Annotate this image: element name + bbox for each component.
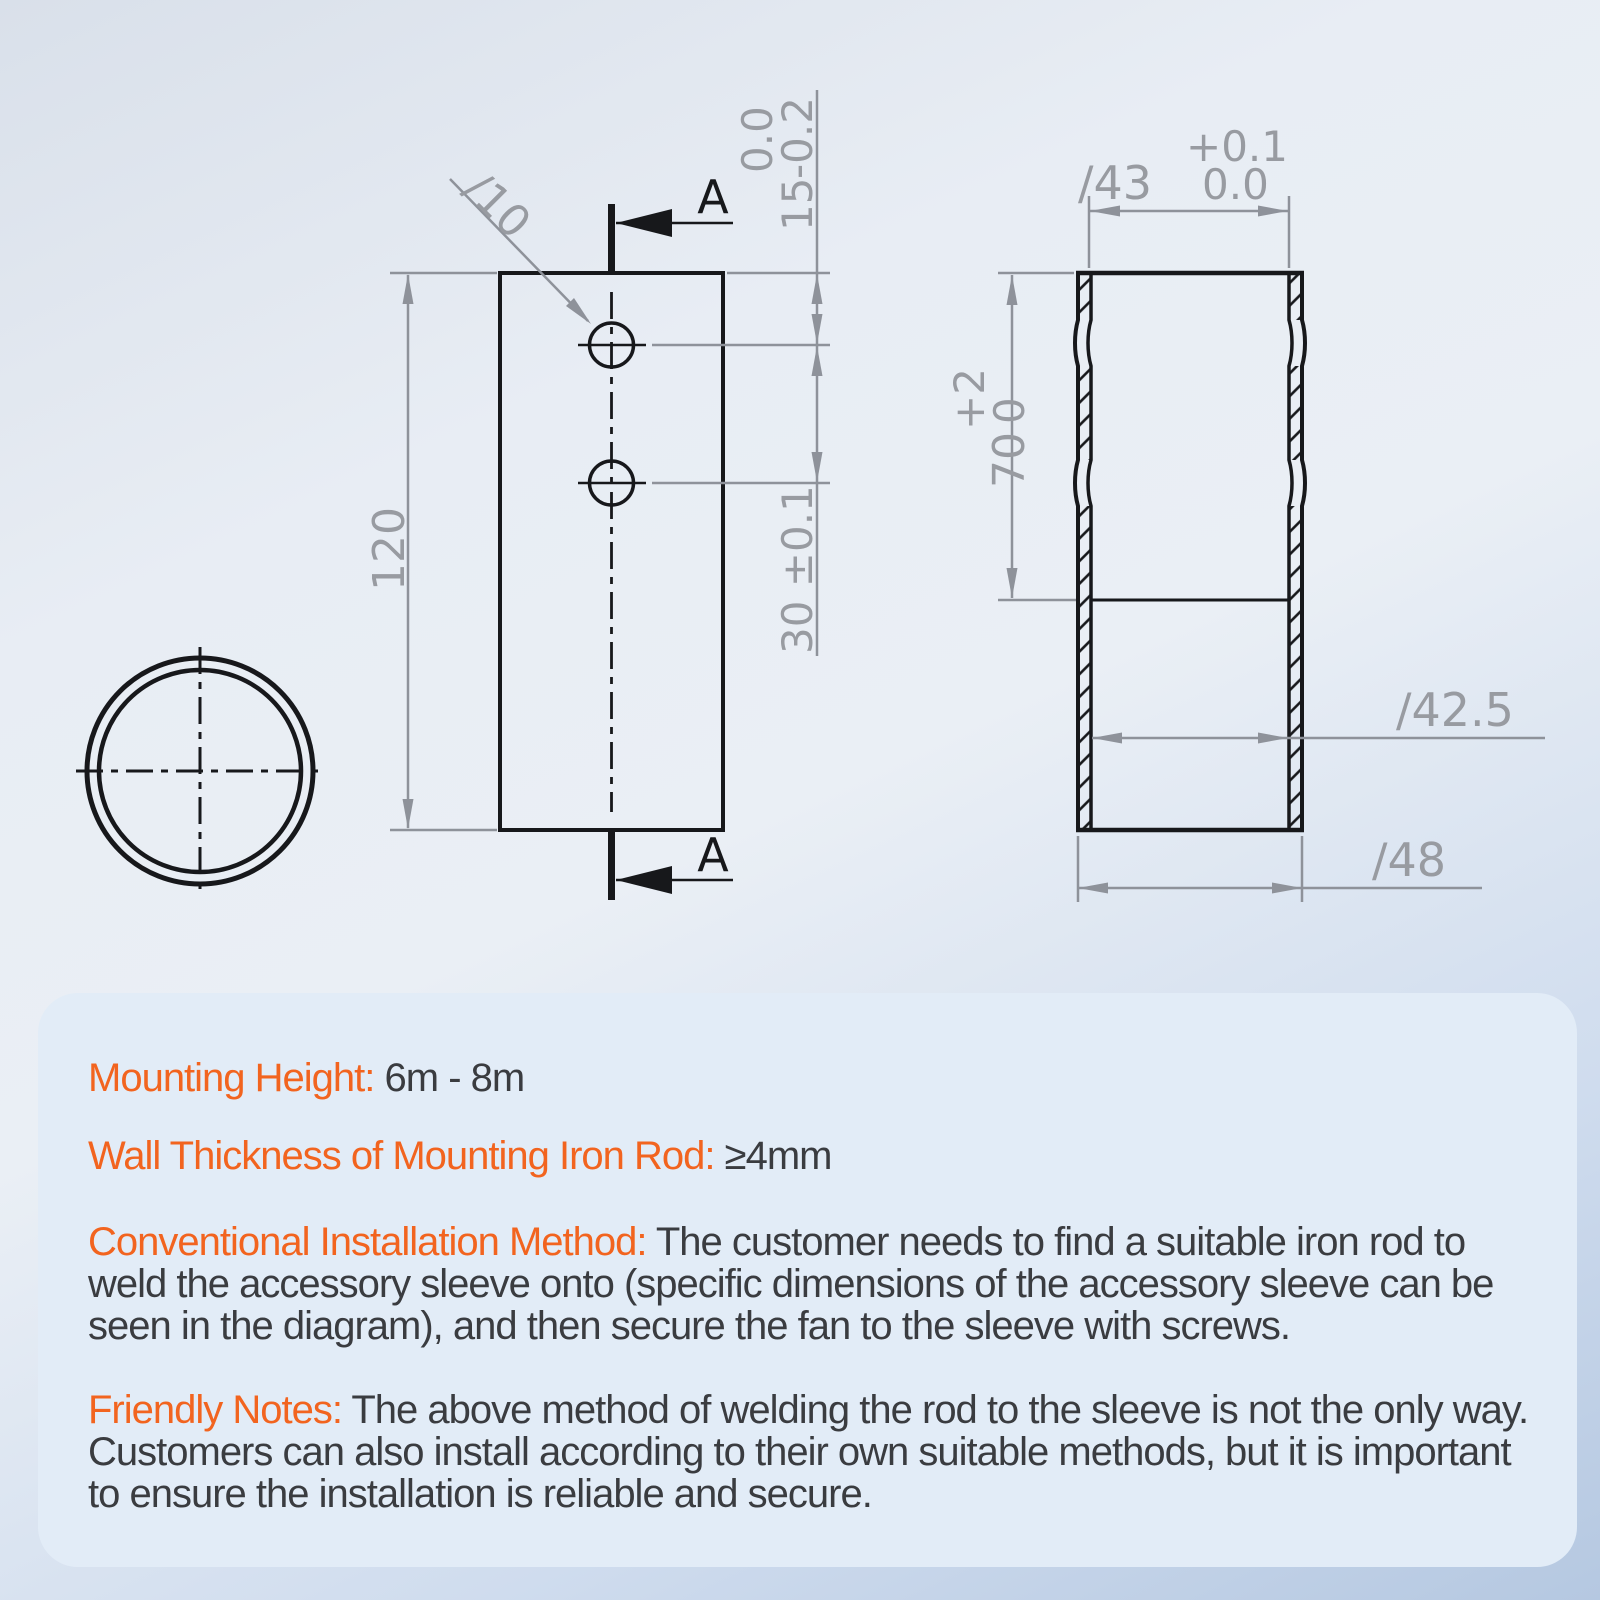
- note-label: Mounting Height:: [88, 1056, 375, 1100]
- arrow-up-icon: [1007, 275, 1018, 305]
- note-value: ≥4mm: [724, 1134, 832, 1178]
- arrow-down-icon: [403, 799, 414, 829]
- section-label-a-top: A: [697, 170, 729, 224]
- note-value: The customer needs to find a suitable iron rod to weld the accessory sleeve onto (specific dimensions of the accessory sleeve can be seen in the diagram), and then secure the fan to the sleeve with screws.: [88, 1220, 1494, 1348]
- depth-main: 70: [984, 432, 1035, 488]
- note-value: The above method of welding the rod to the sleeve is not the only way. Customers can also install according to their own suitable methods, but it is important to ensure the installation is reliable and secure.: [88, 1388, 1529, 1516]
- arrow-up-icon: [812, 346, 823, 376]
- dim-bore-top: [1078, 122, 1289, 268]
- front-view: [364, 90, 830, 900]
- bore-top-lower-tol: 0.0: [1202, 160, 1269, 209]
- section-arrow-left-icon: [616, 209, 672, 237]
- dim-bore-bottom: [1092, 683, 1545, 744]
- installation-notes-card: [38, 993, 1577, 1567]
- note-installation-method: [88, 1221, 1535, 1347]
- arrow-right-icon: [1258, 733, 1288, 744]
- dim-15-text: [733, 97, 822, 231]
- arrow-up-icon: [812, 274, 823, 304]
- arrow-down-icon: [812, 452, 823, 482]
- outer-diameter-value: ∕48: [1372, 833, 1447, 887]
- hole-diameter-value: ∕10: [454, 162, 541, 249]
- note-friendly-notes: [88, 1389, 1535, 1515]
- section-label-a-bottom: A: [697, 828, 729, 882]
- dim-hole-diameter: [450, 163, 591, 324]
- end-view: [76, 647, 324, 895]
- arrow-down-icon: [1007, 568, 1018, 598]
- offset-top-lower-tol: -0.2: [773, 97, 822, 179]
- bore-bottom-value: ∕42.5: [1396, 683, 1514, 737]
- dim-hole-offsets: [652, 90, 830, 656]
- arrow-right-icon: [1272, 883, 1302, 894]
- length-value: 120: [364, 507, 415, 591]
- depth-lower-tol: 0: [985, 397, 1034, 424]
- section-view: [945, 122, 1545, 902]
- dim-depth: [945, 273, 1076, 600]
- dim-outer-diameter: [1078, 833, 1482, 902]
- dim-70-text: [945, 368, 1035, 488]
- arrow-down-icon: [812, 314, 823, 344]
- bore-top-upper-tol: +0.1: [1186, 122, 1288, 171]
- arrow-left-icon: [1078, 883, 1108, 894]
- bore-top-value: ∕43: [1078, 156, 1153, 210]
- offset-top-main: 15: [773, 177, 822, 231]
- note-label: Conventional Installation Method:: [88, 1220, 647, 1264]
- section-arrow-left-icon: [616, 866, 672, 894]
- arrow-left-icon: [1092, 733, 1122, 744]
- note-label: Wall Thickness of Mounting Iron Rod:: [88, 1134, 715, 1178]
- left-wall-outer-line: [1075, 273, 1078, 830]
- hole-spacing-value: 30 ±0.1: [773, 485, 822, 654]
- note-wall-thickness: [88, 1135, 1535, 1177]
- section-mark-bottom: [612, 828, 734, 900]
- right-wall-outer-line: [1302, 273, 1305, 830]
- note-mounting-height: [88, 1057, 1535, 1099]
- section-mark-top: [612, 170, 734, 272]
- offset-top-upper-tol: 0.0: [733, 106, 782, 173]
- note-label: Friendly Notes:: [88, 1388, 342, 1432]
- arrow-up-icon: [403, 274, 414, 304]
- depth-upper-tol: +2: [945, 368, 994, 430]
- dim-length-120: [364, 273, 497, 830]
- note-value: 6m - 8m: [384, 1056, 525, 1100]
